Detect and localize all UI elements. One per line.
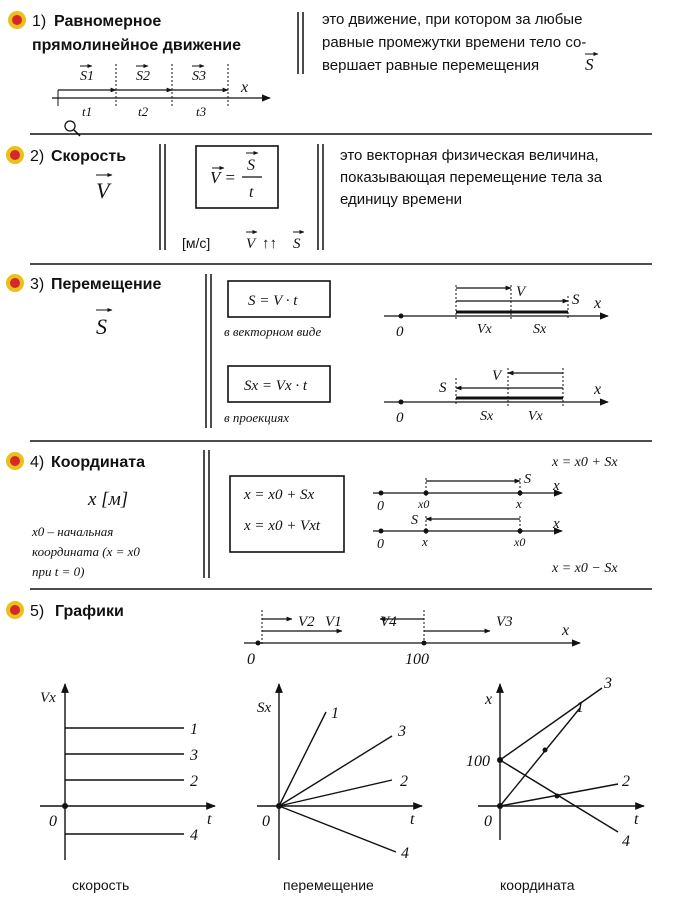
svg-text:S: S (524, 472, 531, 487)
quantity-symbol: S (96, 314, 107, 339)
section-number: 3) (30, 276, 45, 293)
svg-text:S: S (439, 380, 447, 396)
definition-line: показывающая перемещение тела за (340, 169, 603, 186)
section-number: 1) (32, 13, 47, 30)
vector-label: S1 (80, 69, 94, 84)
bullet-circle-icon (8, 11, 26, 29)
quantity-symbol: x [м] (88, 489, 129, 510)
svg-text:S: S (411, 513, 418, 528)
svg-text:Sx: Sx (533, 322, 547, 337)
svg-text:x: x (422, 534, 428, 549)
note-line: x0 – начальная (32, 524, 114, 539)
svg-text:0: 0 (396, 410, 404, 426)
section-title: Графики (55, 603, 124, 620)
section-title: Перемещение (51, 276, 162, 293)
coordinate-diagram-backward (373, 513, 562, 552)
formula-denominator: t (249, 184, 254, 201)
coordinate-graph (466, 675, 644, 893)
codirection-rhs: S (293, 236, 301, 252)
graph-line-1 (500, 708, 580, 806)
svg-text:2: 2 (622, 773, 630, 790)
time-label: t2 (138, 104, 149, 119)
graph-caption: координата (500, 877, 575, 893)
vector-label: S2 (136, 69, 150, 84)
vector-diagram-forward (384, 284, 608, 340)
section-coordinate (6, 450, 618, 579)
svg-text:1: 1 (576, 699, 584, 716)
graph-line-2 (279, 780, 392, 806)
svg-text:0: 0 (396, 324, 404, 340)
svg-text:V: V (492, 368, 502, 384)
formula-caption: в векторном виде (224, 324, 322, 339)
x-axis-label: t (410, 811, 415, 828)
units-label: [м/с] (182, 235, 211, 251)
svg-text:x: x (594, 381, 602, 398)
coordinate-diagram-forward (373, 472, 562, 514)
axis-label: x (241, 79, 249, 96)
svg-text:3: 3 (398, 723, 406, 740)
graph-line-4 (279, 806, 396, 852)
vector-symbol: S (585, 55, 594, 74)
graphs-top-axis (244, 610, 580, 668)
x-axis-label: t (634, 811, 639, 828)
y-axis-label: x (485, 691, 493, 708)
svg-text:4: 4 (190, 827, 198, 844)
section-graphs (6, 601, 644, 893)
equal-displacements-diagram (52, 64, 270, 119)
graph-caption: скорость (72, 877, 130, 893)
section-number: 4) (30, 454, 45, 471)
svg-text:V3: V3 (496, 614, 513, 630)
vector-label: S3 (192, 69, 206, 84)
section-velocity (6, 144, 603, 252)
svg-text:Vx: Vx (528, 409, 543, 424)
definition-line: равные промежутки времени тело со- (322, 34, 587, 51)
svg-text:S: S (572, 292, 580, 308)
definition-line: единицу времени (340, 191, 463, 208)
svg-text:V1: V1 (325, 614, 342, 630)
section-displacement (6, 274, 608, 428)
section-title-line2: прямолинейное движение (32, 37, 241, 54)
definition-line: это движение, при котором за любые (322, 11, 583, 28)
svg-text:x0: x0 (514, 535, 526, 549)
projection-formula: Sx = Vx · t (244, 378, 308, 394)
svg-text:0: 0 (262, 813, 270, 830)
coordinate-formula-minus: x = x0 − Sx (552, 561, 618, 576)
velocity-formula-box (196, 146, 278, 208)
svg-text:x: x (562, 622, 570, 639)
svg-text:0: 0 (377, 499, 384, 514)
quantity-symbol: V (96, 178, 110, 203)
bullet-circle-icon (6, 601, 24, 619)
note-line: при t = 0) (32, 564, 85, 579)
vector-diagram-backward (384, 368, 608, 426)
svg-text:x: x (594, 295, 602, 312)
svg-text:100: 100 (405, 651, 429, 668)
bullet-circle-icon (6, 146, 24, 164)
svg-text:0: 0 (247, 651, 255, 668)
bullet-circle-icon (6, 274, 24, 292)
displacement-graph (257, 684, 422, 893)
svg-text:V4: V4 (380, 614, 397, 630)
svg-text:100: 100 (466, 753, 490, 770)
section-title: Равномерное (54, 13, 162, 30)
vector-formula: S = V · t (248, 293, 298, 309)
svg-text:0: 0 (49, 813, 57, 830)
time-label: t3 (196, 104, 207, 119)
velocity-graph (40, 684, 215, 893)
section-title: Координата (51, 454, 145, 471)
section-uniform-motion (8, 11, 598, 136)
svg-text:x: x (553, 516, 560, 532)
graph-caption: перемещение (283, 877, 374, 893)
svg-text:1: 1 (331, 705, 339, 722)
formula-lhs: V = (210, 168, 236, 187)
coordinate-formula: x = x0 + Vxt (244, 518, 321, 534)
svg-text:x: x (516, 496, 522, 511)
svg-text:2: 2 (400, 773, 408, 790)
svg-text:4: 4 (401, 845, 409, 862)
svg-text:Sx: Sx (480, 409, 494, 424)
bullet-circle-icon (6, 452, 24, 470)
svg-text:4: 4 (622, 833, 630, 850)
svg-text:2: 2 (190, 773, 198, 790)
definition-line: вершает равные перемещения (322, 57, 540, 74)
svg-text:x: x (553, 478, 560, 494)
coordinate-formula: x = x0 + Sx (244, 487, 315, 503)
svg-text:3: 3 (604, 675, 612, 692)
svg-text:x0: x0 (418, 497, 430, 511)
x-axis-label: t (207, 811, 212, 828)
time-label: t1 (82, 104, 93, 119)
formula-caption: в проекциях (224, 410, 290, 425)
svg-text:3: 3 (190, 747, 198, 764)
codirection-lhs: V (246, 236, 256, 252)
section-number: 2) (30, 148, 45, 165)
y-axis-label: Vx (40, 690, 56, 706)
svg-text:V: V (516, 284, 526, 300)
section-number: 5) (30, 603, 45, 620)
svg-text:0: 0 (484, 813, 492, 830)
codirection-arrows: ↑↑ (262, 235, 277, 252)
formula-numerator: S (247, 157, 255, 174)
y-axis-label: Sx (257, 700, 272, 716)
graph-line-3 (500, 688, 602, 760)
note-line: координата (x = x0 (32, 544, 140, 559)
section-title: Скорость (51, 148, 127, 165)
svg-text:0: 0 (377, 537, 384, 552)
svg-text:V2: V2 (298, 614, 315, 630)
svg-text:Vx: Vx (477, 322, 492, 337)
coordinate-formula-plus: x = x0 + Sx (552, 455, 618, 470)
definition-line: это векторная физическая величина, (340, 147, 599, 164)
svg-text:1: 1 (190, 721, 198, 738)
